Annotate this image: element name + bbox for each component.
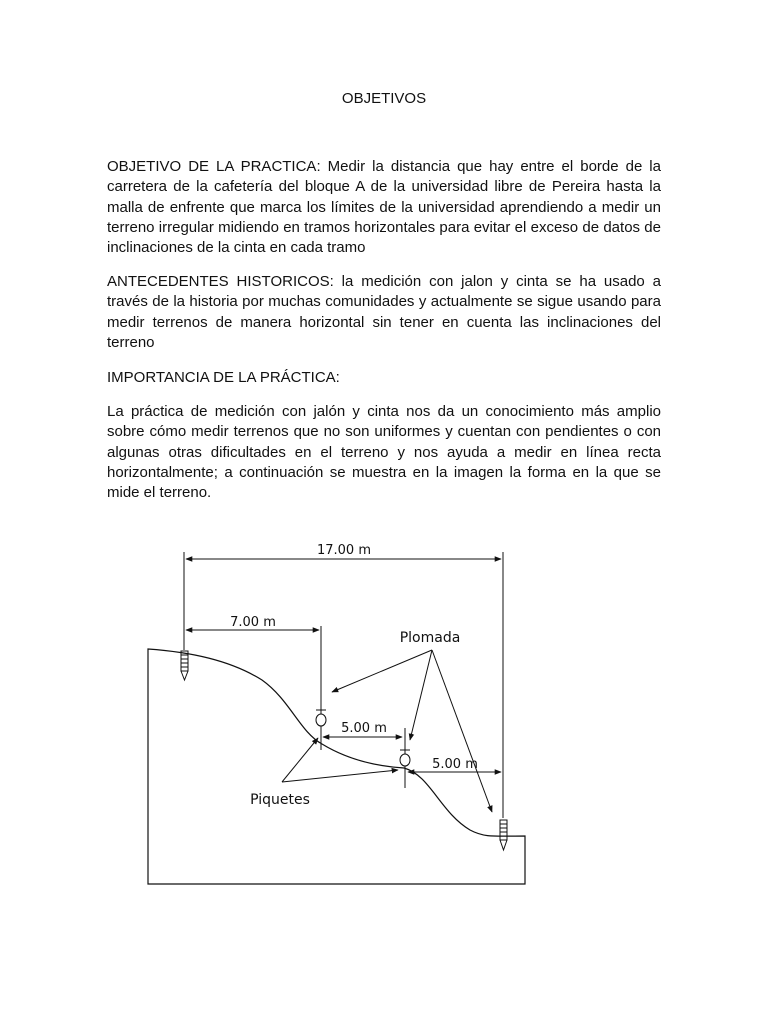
segment-3-label: 5.00 m (432, 757, 478, 772)
stakes-label: Piquetes (250, 792, 310, 808)
importance-paragraph: La práctica de medición con jalón y cinta nos da un conocimiento más amplio sobre cómo medir terrenos que no son uniformes y cuentan con pendientes o con algunas otras dificultades en el terreno y nos ayuda a medir en línea recta horizontalmente; a continuación se muestra en la imagen la forma en la que se mide el terreno. (107, 403, 661, 502)
stake-icon (500, 820, 507, 850)
importance-heading: IMPORTANCIA DE LA PRÁCTICA: (107, 369, 340, 386)
history-paragraph: ANTECEDENTES HISTORICOS: la medición con jalon y cinta se ha usado a través de la historia por muchas comunidades y actualmente se sigue usando para medir terrenos de manera horizontal sin tener en cuenta las inclinaciones del terreno (107, 273, 661, 351)
plumb-bob-label: Plomada (399, 630, 461, 646)
plumb-bob-icon (316, 705, 326, 750)
segment-2-label: 5.00 m (341, 721, 387, 736)
page-title: OBJETIVOS (341, 90, 427, 107)
objective-paragraph: OBJETIVO DE LA PRACTICA: Medir la distancia que hay entre el borde de la carretera de la cafetería del bloque A de la universidad libre de Pereira hasta la malla de enfrente que marca los límites de la universidad aprendiendo a medir un terreno irregular midiendo en tramos horizontales para evitar el exceso de datos de inclinaciones de la cinta en cada tramo (107, 158, 661, 257)
stake-icon (181, 651, 188, 680)
segment-1-label: 7.00 m (230, 615, 276, 630)
total-distance-label: 17.00 m (316, 543, 372, 558)
reference-lines (184, 552, 503, 818)
pointer-arrows (282, 650, 492, 812)
plumb-bob-icon (400, 746, 410, 788)
